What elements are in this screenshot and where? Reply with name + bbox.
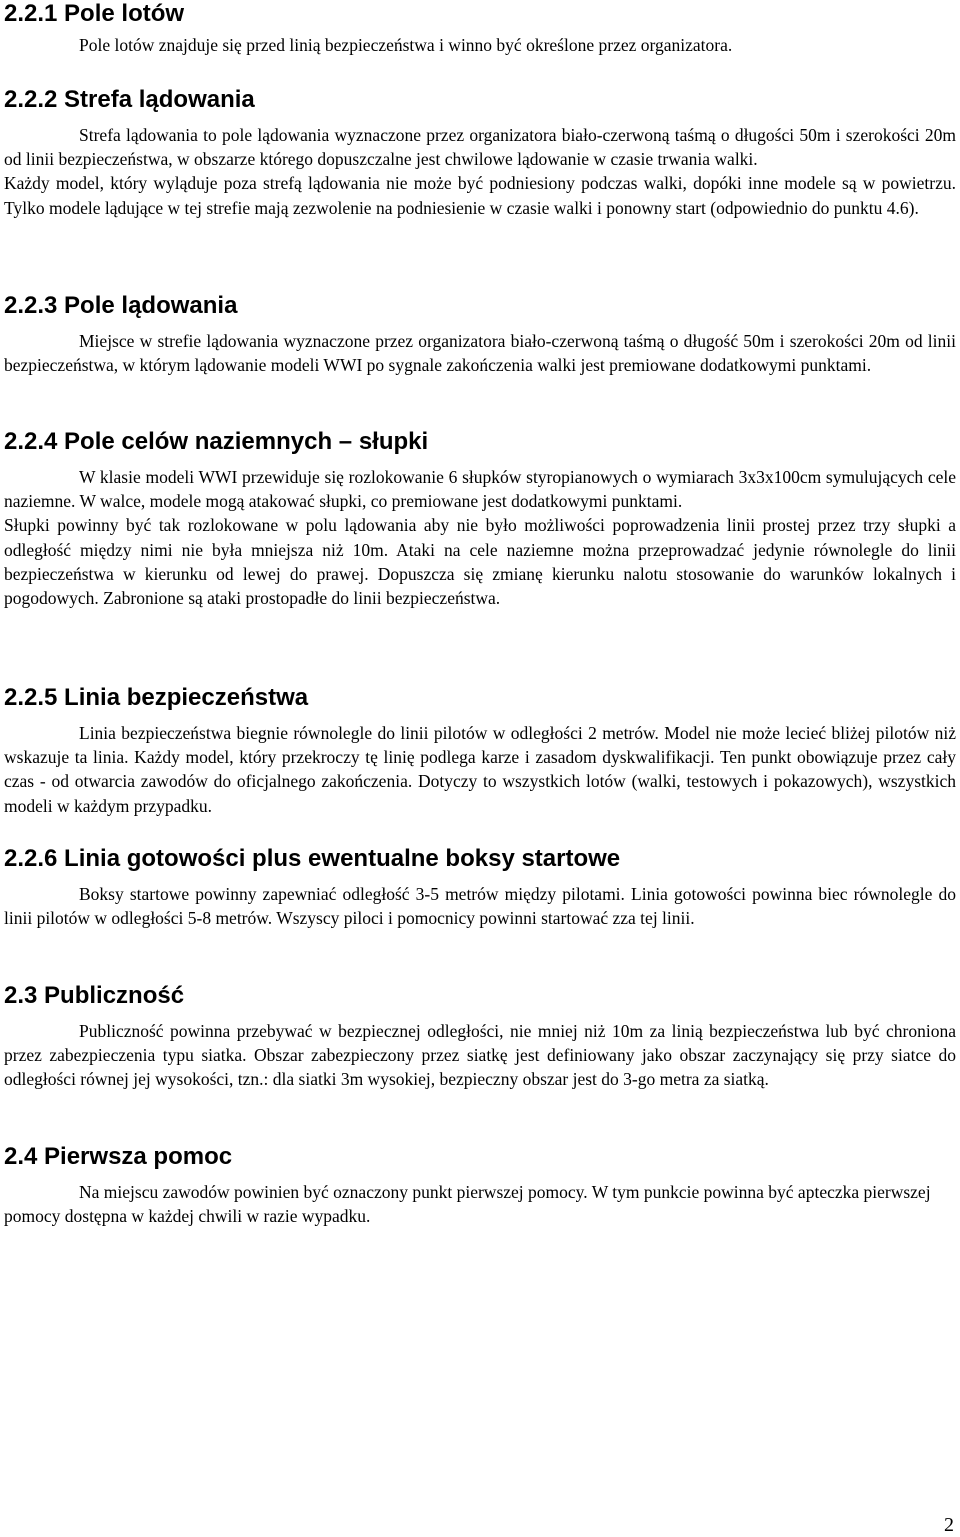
section-pole-ladowania <box>4 292 956 377</box>
section-paragraph: Pole lotów znajduje się przed linią bezpieczeństwa i winno być określone przez organizatora. <box>79 35 733 55</box>
section-publicznosc <box>4 982 956 1092</box>
section-paragraph: Publiczność powinna przebywać w bezpiecznej odległości, nie mniej niż 10m za linią bezpieczeństwa lub być chroniona przez zabezpieczenia typu siatka. Obszar zabezpieczony przez siatkę jest definiowany jako obszar zaczynający się przy siatce do odległości równej jej wysokości, tzn.: dla siatki 3m wysokiej, bezpieczny obszar jest do 3-go metra za siatką. <box>4 1021 956 1090</box>
page-number: 2 <box>944 1514 954 1536</box>
section-paragraph: Strefa lądowania to pole lądowania wyznaczone przez organizatora biało-czerwoną taśmą o długości 50m i szerokości 20m od linii bezpieczeństwa, w obszarze którego dopuszczalne jest chwilowe lądowanie w czasie trwania walki. <box>4 125 956 170</box>
section-paragraph: Miejsce w strefie lądowania wyznaczone przez organizatora biało-czerwoną taśmą o długość 50m i szerokości 20m od linii bezpieczeństwa, w którym lądowanie modeli WWI po sygnale zakończenia walki jest premiowane dodatkowymi punktami. <box>4 331 956 376</box>
section-pierwsza-pomoc <box>4 1143 956 1228</box>
section-strefa-ladowania <box>4 86 956 220</box>
section-heading: 2.2.4 Pole celów naziemnych – słupki <box>4 428 429 455</box>
section-heading: 2.2.2 Strefa lądowania <box>4 86 255 113</box>
section-pole-celow-naziemnych <box>4 428 956 610</box>
section-heading: 2.2.3 Pole lądowania <box>4 292 238 319</box>
section-heading: 2.2.6 Linia gotowości plus ewentualne boksy startowe <box>4 845 621 872</box>
section-linia-bezpieczenstwa <box>4 684 956 818</box>
section-paragraph: W klasie modeli WWI przewiduje się rozlokowanie 6 słupków styropianowych o wymiarach 3x3x100cm symulujących cele naziemne. W walce, modele mogą atakować słupki, co premiowane jest dodatkowymi punktami. <box>4 467 956 512</box>
section-heading: 2.3 Publiczność <box>4 982 185 1009</box>
section-paragraph: Linia bezpieczeństwa biegnie równolegle do linii pilotów w odległości 2 metrów. Model nie może lecieć bliżej pilotów niż wskazuje ta linia. Każdy model, który przekroczy tę linię podlega karze i zasadom dyskwalifikacji. Ten punkt obowiązuje przez cały czas - od otwarcia zawodów do oficjalnego zakończenia. Dotyczy to wszystkich lotów (walki, testowych i pokazowych), wszystkich modeli w każdym przypadku. <box>4 723 956 816</box>
section-pole-lotow <box>4 0 732 57</box>
section-paragraph: Boksy startowe powinny zapewniać odległość 3-5 metrów między pilotami. Linia gotowości powinna biec równolegle do linii pilotów w odległości 5-8 metrów. Wszyscy piloci i pomocnicy powinni startować zza tej linii. <box>4 884 956 929</box>
section-heading: 2.2.5 Linia bezpieczeństwa <box>4 684 309 711</box>
section-linia-gotowosci <box>4 845 956 930</box>
section-heading: 2.2.1 Pole lotów <box>4 0 185 27</box>
section-heading: 2.4 Pierwsza pomoc <box>4 1143 233 1170</box>
section-paragraph: Na miejscu zawodów powinien być oznaczony punkt pierwszej pomocy. W tym punkcie powinna być apteczka pierwszej pomocy dostępna w każdej chwili w razie wypadku. <box>4 1182 931 1227</box>
section-paragraph: Każdy model, który wyląduje poza strefą lądowania nie może być podniesiony podczas walki, dopóki inne modele są w powietrzu. Tylko modele lądujące w tej strefie mają zezwolenie na podniesienie w czasie walki i ponowny start (odpowiednio do punktu 4.6). <box>4 173 956 218</box>
section-paragraph: Słupki powinny być tak rozlokowane w polu lądowania aby nie było możliwości poprowadzenia linii prostej przez trzy słupki a odległość między nimi nie była mniejsza niż 10m. Ataki na cele naziemne można przeprowadzać jedynie równolegle do linii bezpieczeństwa w kierunku od lewej do prawej. Dopuszcza się zmianę kierunku nalotu stosowanie do warunków lokalnych i pogodowych. Zabronione są ataki prostopadłe do linii bezpieczeństwa. <box>4 515 956 609</box>
